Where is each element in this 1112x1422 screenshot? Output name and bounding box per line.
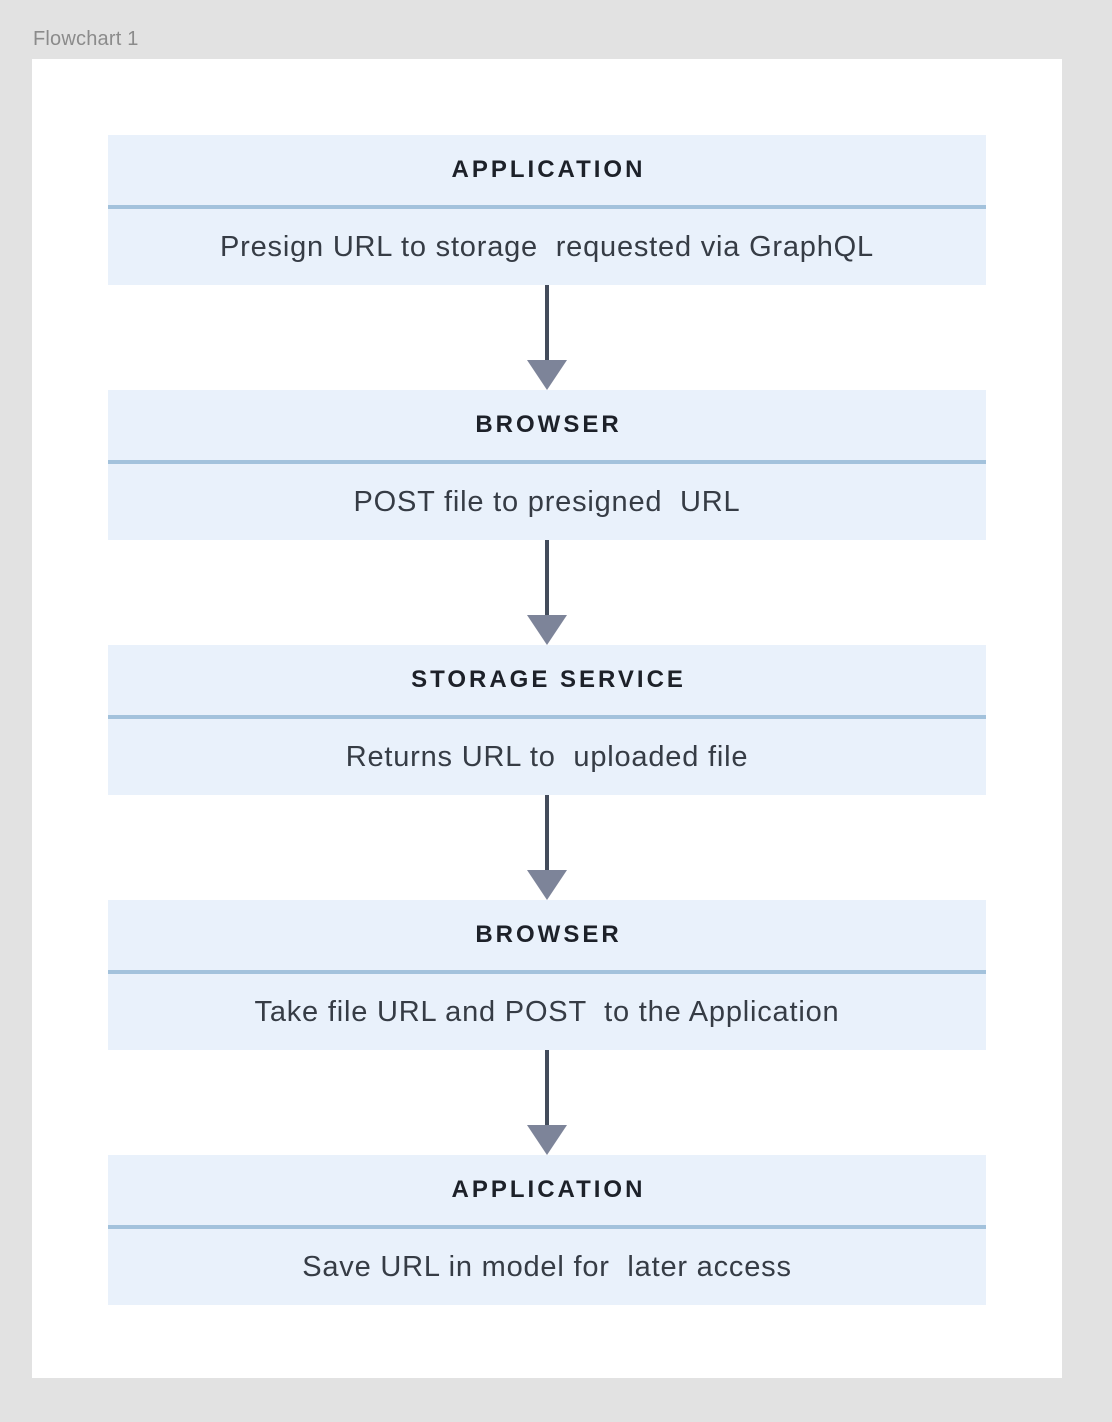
node-description: POST file to presigned URL bbox=[353, 485, 741, 518]
flow-node-storage-service[interactable] bbox=[108, 645, 986, 795]
arrow-down-icon bbox=[108, 285, 986, 390]
node-description: Save URL in model for later access bbox=[302, 1250, 792, 1283]
arrow-head bbox=[527, 360, 567, 390]
arrow-head bbox=[527, 1125, 567, 1155]
arrow-head bbox=[527, 615, 567, 645]
frame-label[interactable]: Flowchart 1 bbox=[33, 28, 139, 50]
node-description: Take file URL and POST to the Application bbox=[254, 995, 840, 1028]
arrow-stem bbox=[545, 795, 549, 870]
arrow-down-icon bbox=[108, 795, 986, 900]
node-title: STORAGE SERVICE bbox=[108, 645, 986, 719]
node-description: Presign URL to storage requested via GraphQL bbox=[220, 230, 874, 263]
arrow-down-icon bbox=[108, 1050, 986, 1155]
flowchart-canvas bbox=[32, 59, 1062, 1378]
node-title: BROWSER bbox=[108, 900, 986, 974]
arrow-head bbox=[527, 870, 567, 900]
flow-node-application-1[interactable] bbox=[108, 135, 986, 285]
arrow-stem bbox=[545, 285, 549, 360]
flowchart bbox=[108, 135, 986, 1305]
flow-node-browser-1[interactable] bbox=[108, 390, 986, 540]
node-title: APPLICATION bbox=[108, 1155, 986, 1229]
flow-node-application-2[interactable] bbox=[108, 1155, 986, 1305]
flow-node-browser-2[interactable] bbox=[108, 900, 986, 1050]
arrow-stem bbox=[545, 540, 549, 615]
node-description: Returns URL to uploaded file bbox=[345, 740, 749, 773]
node-title: BROWSER bbox=[108, 390, 986, 464]
arrow-down-icon bbox=[108, 540, 986, 645]
arrow-stem bbox=[545, 1050, 549, 1125]
node-title: APPLICATION bbox=[108, 135, 986, 209]
